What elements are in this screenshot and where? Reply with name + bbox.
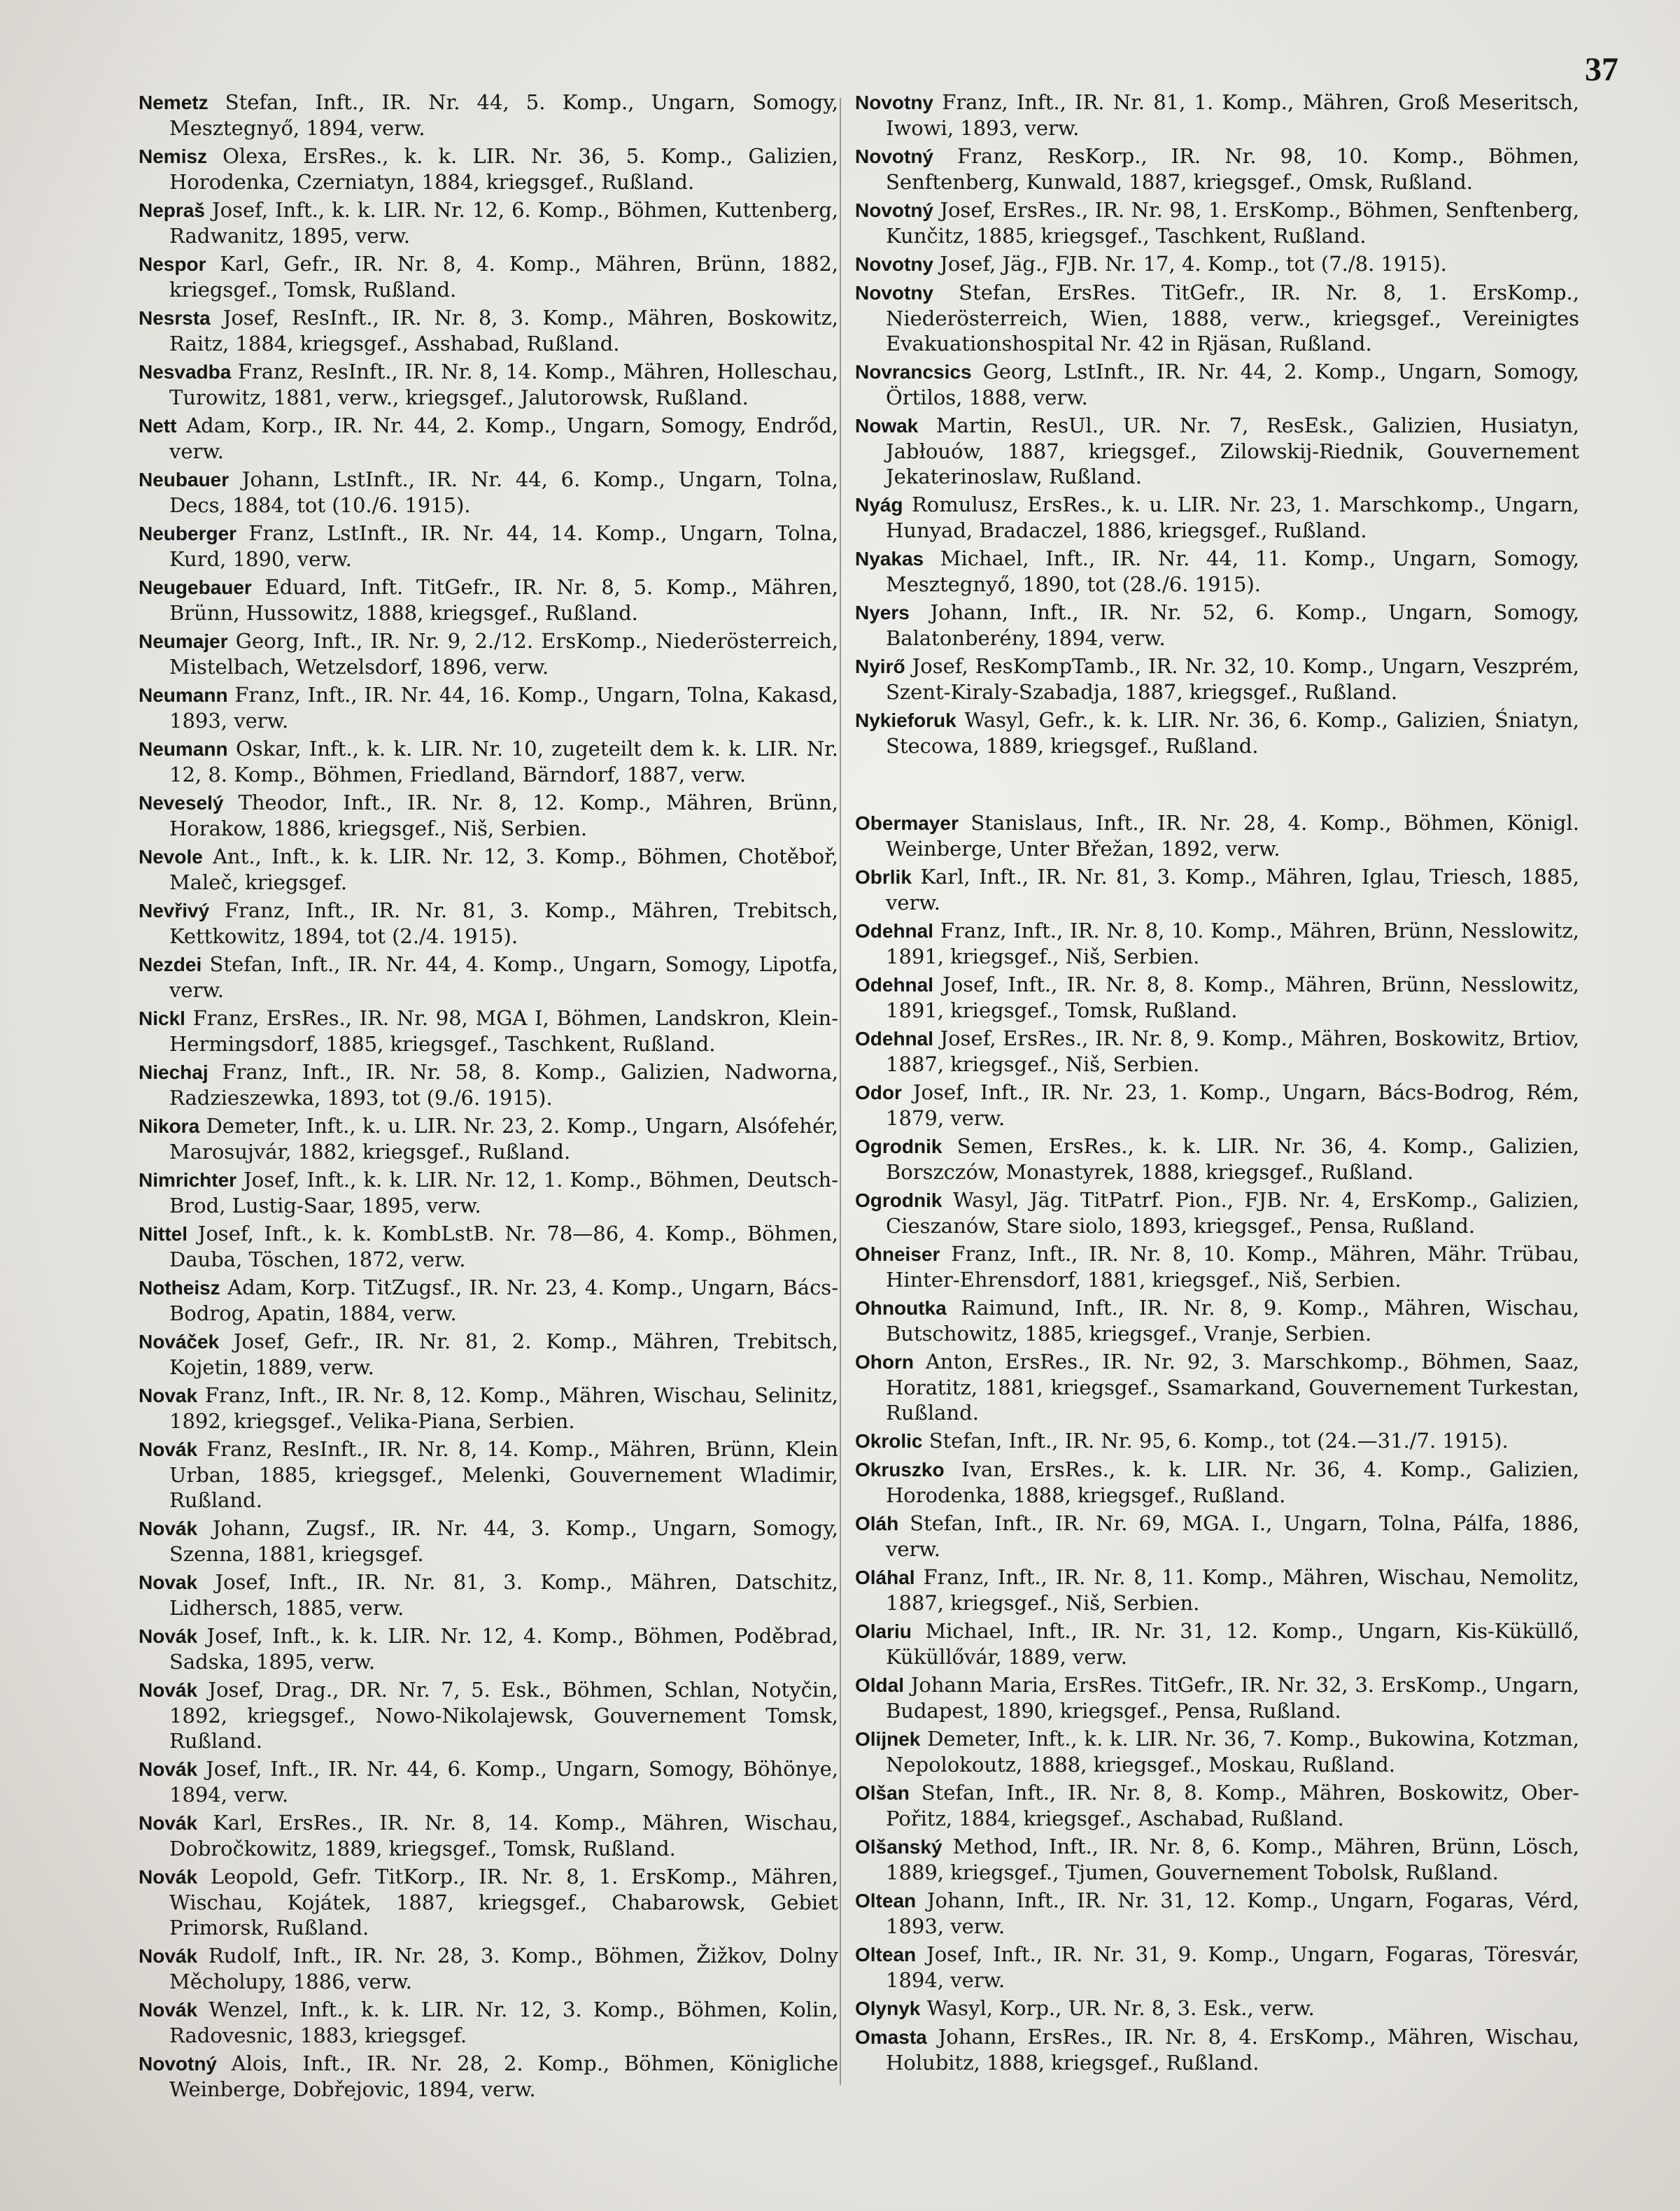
entry-surname: Neveselý — [139, 792, 224, 814]
list-entry — [855, 492, 1579, 543]
list-entry — [855, 707, 1579, 758]
list-entry — [855, 359, 1579, 410]
list-entry — [855, 972, 1579, 1023]
entry-surname: Neumajer — [139, 630, 228, 652]
list-entry — [855, 1133, 1579, 1185]
list-entry — [139, 628, 838, 679]
list-entry — [139, 1167, 838, 1218]
left-column — [139, 90, 838, 2105]
list-entry — [139, 574, 838, 626]
entry-details: Karl, Inft., IR. Nr. 81, 3. Komp., Mähren, Iglau, Triesch, 1885, verw. — [886, 865, 1579, 914]
list-entry — [855, 1672, 1579, 1723]
entry-surname: Nespor — [139, 253, 206, 275]
entry-surname: Novák — [139, 1625, 198, 1647]
entry-details: Wasyl, Korp., UR. Nr. 8, 3. Esk., verw. — [920, 1996, 1315, 2020]
entry-details: Romulusz, ErsRes., k. u. LIR. Nr. 23, 1. Marschkomp., Ungarn, Hunyad, Bradaczel, 1886, kriegsgef., Rußland. — [886, 493, 1579, 542]
list-entry — [855, 1026, 1579, 1077]
list-entry — [139, 1329, 838, 1380]
entry-details: Theodor, Inft., IR. Nr. 8, 12. Komp., Mähren, Brünn, Horakow, 1886, kriegsgef., Niš, Serbien. — [169, 791, 838, 840]
entry-details: Rudolf, Inft., IR. Nr. 28, 3. Komp., Böhmen, Žižkov, Dolny Měcholupy, 1886, verw. — [169, 1944, 838, 1993]
list-entry — [139, 1221, 838, 1272]
list-entry — [139, 1943, 838, 1994]
list-entry — [855, 654, 1579, 705]
entry-surname: Olijnek — [855, 1728, 921, 1750]
entry-details: Eduard, Inft. TitGefr., IR. Nr. 8, 5. Komp., Mähren, Brünn, Hussowitz, 1888, kriegsgef., Rußland. — [169, 575, 838, 625]
entry-surname: Nimrichter — [139, 1169, 237, 1191]
list-entry — [855, 1834, 1579, 1885]
list-entry — [855, 2024, 1579, 2075]
entry-details: Georg, Inft., IR. Nr. 9, 2./12. ErsKomp., Niederösterreich, Mistelbach, Wetzelsdorf, 1896, verw. — [169, 629, 838, 679]
entry-details: Josef, ErsRes., IR. Nr. 8, 9. Komp., Mähren, Boskowitz, Brtiov, 1887, kriegsgef., Niš, Serbien. — [886, 1026, 1579, 1076]
entry-details: Michael, Inft., IR. Nr. 44, 11. Komp., Ungarn, Somogy, Mesztegnyő, 1890, tot (28./6. 1915). — [886, 546, 1579, 596]
entry-surname: Nevřivý — [139, 900, 210, 921]
entry-surname: Nemetz — [139, 92, 209, 113]
entry-details: Josef, Inft., k. k. LIR. Nr. 12, 6. Komp., Böhmen, Kuttenberg, Radwanitz, 1895, verw. — [169, 198, 838, 248]
entry-surname: Odor — [855, 1082, 902, 1103]
list-entry — [139, 521, 838, 572]
entry-details: Karl, ErsRes., IR. Nr. 8, 14. Komp., Mähren, Wischau, Dobročkowitz, 1889, kriegsgef., Tomsk, Rußland. — [169, 1811, 838, 1860]
entry-surname: Olariu — [855, 1620, 912, 1642]
entry-surname: Nykieforuk — [855, 709, 957, 731]
entry-surname: Nowak — [855, 415, 919, 437]
list-entry — [139, 736, 838, 787]
entry-details: Anton, ErsRes., IR. Nr. 92, 3. Marschkomp., Böhmen, Saaz, Horatitz, 1881, kriegsgef., Ssamarkand, Gouvernement Turkestan, Rußland. — [886, 1350, 1579, 1425]
entry-details: Franz, Inft., IR. Nr. 8, 12. Komp., Mähren, Wischau, Selinitz, 1892, kriegsgef., Velika-Piana, Serbien. — [169, 1383, 838, 1433]
entry-details: Stefan, Inft., IR. Nr. 44, 5. Komp., Ungarn, Somogy, Mesztegnyő, 1894, verw. — [169, 90, 838, 140]
entry-details: Franz, Inft., IR. Nr. 8, 11. Komp., Mähren, Wischau, Nemolitz, 1887, kriegsgef., Niš, Serbien. — [886, 1565, 1579, 1615]
page-number: 37 — [1585, 51, 1618, 88]
entry-details: Stefan, Inft., IR. Nr. 8, 8. Komp., Mähren, Boskowitz, Ober-Pořitz, 1884, kriegsgef., Aschabad, Rußland. — [886, 1781, 1579, 1830]
entry-surname: Okrolic — [855, 1430, 923, 1452]
list-entry — [139, 1383, 838, 1434]
entry-surname: Obrlik — [855, 866, 912, 888]
entry-surname: Olšanský — [855, 1836, 943, 1858]
entry-details: Johann, Inft., IR. Nr. 31, 12. Komp., Ungarn, Fogaras, Vérd, 1893, verw. — [886, 1888, 1579, 1938]
entry-surname: Odehnal — [855, 920, 934, 942]
entry-surname: Nesvadba — [139, 361, 232, 383]
list-entry — [855, 280, 1579, 356]
list-entry — [855, 1942, 1579, 1993]
list-entry — [855, 90, 1579, 141]
list-entry — [855, 1428, 1579, 1454]
list-entry — [855, 143, 1579, 195]
list-entry — [855, 1457, 1579, 1508]
list-entry — [139, 1516, 838, 1567]
list-entry — [139, 413, 838, 464]
list-entry — [139, 1569, 838, 1620]
list-entry — [139, 1436, 838, 1513]
entry-surname: Nevole — [139, 846, 203, 868]
entry-details: Adam, Korp. TitZugsf., IR. Nr. 23, 4. Komp., Ungarn, Bács-Bodrog, Apatin, 1884, verw. — [169, 1276, 838, 1325]
entry-details: Johann, LstInft., IR. Nr. 44, 6. Komp., Ungarn, Tolna, Decs, 1884, tot (10./6. 1915). — [169, 467, 838, 517]
entry-details: Josef, Jäg., FJB. Nr. 17, 4. Komp., tot (7./8. 1915). — [933, 252, 1447, 276]
entry-details: Method, Inft., IR. Nr. 8, 6. Komp., Mähren, Brünn, Lösch, 1889, kriegsgef., Tjumen, Gouvernement Tobolsk, Rußland. — [886, 1835, 1579, 1884]
entry-details: Josef, ResInft., IR. Nr. 8, 3. Komp., Mähren, Boskowitz, Raitz, 1884, kriegsgef., Asshabad, Rußland. — [169, 306, 838, 355]
entry-details: Demeter, Inft., k. u. LIR. Nr. 23, 2. Komp., Ungarn, Alsófehér, Marosujvár, 1882, kriegsgef., Rußland. — [169, 1114, 838, 1164]
list-entry — [855, 1780, 1579, 1831]
entry-details: Oskar, Inft., k. k. LIR. Nr. 10, zugeteilt dem k. k. LIR. Nr. 12, 8. Komp., Böhmen, Friedland, Bärndorf, 1887, verw. — [169, 737, 838, 786]
list-entry — [139, 898, 838, 949]
list-entry — [139, 305, 838, 356]
list-entry — [855, 600, 1579, 651]
entry-details: Johann, ErsRes., IR. Nr. 8, 4. ErsKomp., Mähren, Wischau, Holubitz, 1888, kriegsgef., Rußland. — [886, 2025, 1579, 2075]
entry-details: Franz, ResKorp., IR. Nr. 98, 10. Komp., Böhmen, Senftenberg, Kunwald, 1887, kriegsgef., Omsk, Rußland. — [886, 144, 1579, 194]
entry-details: Johann Maria, ErsRes. TitGefr., IR. Nr. 32, 3. ErsKomp., Ungarn, Budapest, 1890, kriegsgef., Pensa, Rußland. — [886, 1673, 1579, 1723]
list-entry — [855, 1564, 1579, 1616]
entry-surname: Novák — [139, 1518, 198, 1539]
list-entry — [855, 1187, 1579, 1238]
entry-details: Karl, Gefr., IR. Nr. 8, 4. Komp., Mähren, Brünn, 1882, kriegsgef., Tomsk, Rußland. — [169, 252, 838, 302]
entry-details: Josef, ResKompTamb., IR. Nr. 32, 10. Komp., Ungarn, Veszprém, Szent-Kiraly-Szabadja, 1887, kriegsgef., Rußland. — [886, 654, 1579, 704]
entry-surname: Oláhal — [855, 1567, 915, 1588]
entry-surname: Novák — [139, 1679, 198, 1701]
list-entry — [855, 546, 1579, 597]
list-entry — [855, 918, 1579, 969]
entry-surname: Ogrodnik — [855, 1136, 943, 1157]
list-entry — [855, 1080, 1579, 1131]
entry-surname: Odehnal — [855, 1028, 934, 1050]
list-entry — [139, 251, 838, 302]
entry-details: Franz, ResInft., IR. Nr. 8, 14. Komp., Mähren, Holleschau, Turowitz, 1881, verw., kriegsgef., Jalutorowsk, Rußland. — [169, 360, 838, 409]
entry-details: Stefan, Inft., IR. Nr. 95, 6. Komp., tot (24.—31./7. 1915). — [922, 1429, 1509, 1453]
entry-details: Johann, Zugsf., IR. Nr. 44, 3. Komp., Ungarn, Somogy, Szenna, 1881, kriegsgef. — [169, 1516, 838, 1566]
list-entry — [139, 952, 838, 1003]
column-divider — [840, 98, 841, 2085]
entry-details: Franz, Inft., IR. Nr. 81, 3. Komp., Mähren, Trebitsch, Kettkowitz, 1894, tot (2./4. 1915). — [169, 898, 838, 948]
entry-details: Stanislaus, Inft., IR. Nr. 28, 4. Komp., Böhmen, Königl. Weinberge, Unter Břežan, 1892, verw. — [886, 811, 1579, 861]
list-entry — [139, 2051, 838, 2102]
list-entry — [139, 1756, 838, 1807]
entry-details: Josef, Inft., IR. Nr. 8, 8. Komp., Mähren, Brünn, Nesslowitz, 1891, kriegsgef., Tomsk, Rußland. — [886, 973, 1579, 1022]
entry-surname: Neumann — [139, 684, 228, 706]
entry-surname: Ohorn — [855, 1351, 914, 1373]
entry-details: Georg, LstInft., IR. Nr. 44, 2. Komp., Ungarn, Somogy, Örtilos, 1888, verw. — [886, 360, 1579, 409]
entry-details: Josef, Inft., IR. Nr. 23, 1. Komp., Ungarn, Bács-Bodrog, Rém, 1879, verw. — [886, 1080, 1579, 1130]
list-entry — [855, 1241, 1579, 1292]
list-entry — [139, 1275, 838, 1326]
entry-details: Wasyl, Jäg. TitPatrf. Pion., FJB. Nr. 4, ErsKomp., Galizien, Cieszanów, Stare siolo, 1893, kriegsgef., Pensa, Rußland. — [886, 1188, 1579, 1238]
entry-surname: Oldal — [855, 1674, 905, 1696]
entry-details: Franz, Inft., IR. Nr. 81, 1. Komp., Mähren, Groß Meseritsch, Iwowi, 1893, verw. — [886, 90, 1579, 140]
entry-surname: Neugebauer — [139, 577, 252, 598]
entry-details: Michael, Inft., IR. Nr. 31, 12. Komp., Ungarn, Kis-Küküllő, Küküllővár, 1889, verw. — [886, 1619, 1579, 1669]
entry-surname: Nikora — [139, 1115, 200, 1137]
entry-surname: Nyág — [855, 494, 903, 516]
entry-details: Semen, ErsRes., k. k. LIR. Nr. 36, 4. Komp., Galizien, Borszczów, Monastyrek, 1888, kriegsgef., Rußland. — [886, 1134, 1579, 1184]
entry-surname: Nickl — [139, 1008, 185, 1029]
list-entry — [139, 1997, 838, 2048]
right-column — [855, 90, 1579, 2078]
entry-surname: Odehnal — [855, 974, 934, 996]
entry-details: Ivan, ErsRes., k. k. LIR. Nr. 36, 4. Komp., Galizien, Horodenka, 1888, kriegsgef., Rußland. — [886, 1457, 1579, 1507]
entry-surname: Novotny — [855, 253, 933, 275]
entry-details: Olexa, ErsRes., k. k. LIR. Nr. 36, 5. Komp., Galizien, Horodenka, Czerniatyn, 1884, kriegsgef., Rußland. — [169, 144, 838, 194]
list-entry — [855, 1726, 1579, 1777]
entry-details: Josef, Drag., DR. Nr. 7, 5. Esk., Böhmen, Schlan, Notyčin, 1892, kriegsgef., Nowo-Nikolajewsk, Gouvernement Tomsk, Rußland. — [169, 1678, 838, 1753]
entry-surname: Okruszko — [855, 1459, 945, 1481]
list-entry — [855, 413, 1579, 489]
list-entry — [855, 1618, 1579, 1669]
entry-surname: Novotný — [139, 2053, 217, 2075]
entry-surname: Novak — [139, 1571, 198, 1593]
entry-surname: Novotný — [855, 146, 933, 167]
list-entry — [139, 467, 838, 518]
entry-surname: Novák — [139, 1812, 198, 1834]
entry-surname: Nittel — [139, 1223, 188, 1245]
entry-surname: Neuberger — [139, 523, 237, 544]
list-entry — [139, 1059, 838, 1110]
entry-surname: Nepraš — [139, 199, 205, 221]
entry-surname: Obermayer — [855, 812, 959, 834]
entry-surname: Oláh — [855, 1513, 899, 1534]
entry-surname: Novrancsics — [855, 361, 972, 383]
entry-surname: Olšan — [855, 1782, 910, 1804]
entry-surname: Novotný — [855, 199, 933, 221]
list-entry — [139, 143, 838, 195]
entry-details: Josef, Inft., IR. Nr. 81, 3. Komp., Mähren, Datschitz, Lidhersch, 1885, verw. — [169, 1570, 838, 1620]
entry-surname: Nemisz — [139, 146, 208, 167]
section-gap — [855, 761, 1579, 810]
list-entry — [139, 1623, 838, 1674]
entry-surname: Nett — [139, 415, 177, 437]
entry-details: Wasyl, Gefr., k. k. LIR. Nr. 36, 6. Komp., Galizien, Śniatyn, Stecowa, 1889, kriegsgef., Rußland. — [886, 708, 1579, 758]
list-entry — [855, 1349, 1579, 1425]
entry-surname: Ohnoutka — [855, 1297, 947, 1319]
entry-surname: Novotny — [855, 282, 933, 304]
entry-details: Ant., Inft., k. k. LIR. Nr. 12, 3. Komp., Böhmen, Chotěboř, Maleč, kriegsgef. — [169, 845, 838, 894]
entry-details: Franz, Inft., IR. Nr. 44, 16. Komp., Ungarn, Tolna, Kakasd, 1893, verw. — [169, 683, 838, 733]
entry-details: Josef, Inft., k. k. LIR. Nr. 12, 4. Komp., Böhmen, Poděbrad, Sadska, 1895, verw. — [169, 1624, 838, 1674]
list-entry — [139, 359, 838, 410]
list-entry — [855, 251, 1579, 277]
list-entry — [139, 1677, 838, 1753]
entry-details: Stefan, Inft., IR. Nr. 44, 4. Komp., Ungarn, Somogy, Lipotfa, verw. — [169, 952, 838, 1002]
entry-details: Martin, ResUl., UR. Nr. 7, ResEsk., Galizien, Husiatyn, Jabłouów, 1887, kriegsgef., Zilowskij-Riednik, Gouvernement Jekaterinoslaw, Rußland. — [886, 414, 1579, 488]
entry-surname: Nyakas — [855, 548, 924, 570]
list-entry — [139, 1864, 838, 1940]
entry-details: Raimund, Inft., IR. Nr. 8, 9. Komp., Mähren, Wischau, Butschowitz, 1885, kriegsgef., Vranje, Serbien. — [886, 1296, 1579, 1345]
entry-details: Josef, ErsRes., IR. Nr. 98, 1. ErsKomp., Böhmen, Senftenberg, Kunčitz, 1885, kriegsgef., Taschkent, Rußland. — [886, 198, 1579, 248]
list-entry — [139, 197, 838, 248]
entry-surname: Oltean — [855, 1944, 917, 1965]
entry-surname: Novak — [139, 1385, 198, 1406]
entry-surname: Oltean — [855, 1890, 917, 1912]
list-entry — [855, 810, 1579, 861]
entry-surname: Novák — [139, 1999, 198, 2021]
entry-surname: Ohneiser — [855, 1243, 940, 1265]
entry-details: Leopold, Gefr. TitKorp., IR. Nr. 8, 1. ErsKomp., Mähren, Wischau, Kojátek, 1887, kriegsgef., Chabarowsk, Gebiet Primorsk, Rußland. — [169, 1865, 838, 1940]
entry-details: Franz, Inft., IR. Nr. 58, 8. Komp., Galizien, Nadworna, Radzieszewka, 1893, tot (9./6. 1915). — [169, 1060, 838, 1110]
list-entry — [139, 90, 838, 141]
entry-details: Josef, Inft., k. k. LIR. Nr. 12, 1. Komp., Böhmen, Deutsch-Brod, Lustig-Saar, 1895, verw. — [169, 1168, 838, 1217]
entry-details: Franz, Inft., IR. Nr. 8, 10. Komp., Mähren, Mähr. Trübau, Hinter-Ehrensdorf, 1881, kriegsgef., Niš, Serbien. — [886, 1242, 1579, 1292]
list-entry — [139, 682, 838, 733]
list-entry — [855, 1995, 1579, 2021]
entry-details: Franz, Inft., IR. Nr. 8, 10. Komp., Mähren, Brünn, Nesslowitz, 1891, kriegsgef., Niš, Serbien. — [886, 919, 1579, 968]
list-entry — [855, 197, 1579, 248]
entry-details: Franz, ErsRes., IR. Nr. 98, MGA I, Böhmen, Landskron, Klein-Hermingsdorf, 1885, kriegsgef., Taschkent, Rußland. — [169, 1006, 838, 1056]
entry-surname: Nezdei — [139, 954, 202, 975]
list-entry — [139, 1113, 838, 1164]
entry-surname: Niechaj — [139, 1061, 209, 1083]
entry-surname: Novák — [139, 1758, 198, 1780]
entry-surname: Novák — [139, 1945, 198, 1967]
entry-details: Josef, Inft., IR. Nr. 44, 6. Komp., Ungarn, Somogy, Böhönye, 1894, verw. — [169, 1757, 838, 1807]
list-entry — [139, 844, 838, 895]
list-entry — [139, 1005, 838, 1057]
entry-surname: Ogrodnik — [855, 1189, 943, 1211]
entry-details: Demeter, Inft., k. k. LIR. Nr. 36, 7. Komp., Bukowina, Kotzman, Nepolokoutz, 1888, kriegsgef., Moskau, Rußland. — [886, 1727, 1579, 1776]
list-entry — [855, 864, 1579, 915]
entry-surname: Novák — [139, 1439, 198, 1460]
list-entry — [855, 1888, 1579, 1939]
entry-details: Wenzel, Inft., k. k. LIR. Nr. 12, 3. Komp., Böhmen, Kolin, Radovesnic, 1883, kriegsgef. — [169, 1998, 838, 2047]
list-entry — [855, 1295, 1579, 1346]
entry-surname: Nyers — [855, 602, 910, 623]
entry-surname: Nováček — [139, 1331, 220, 1352]
entry-surname: Omasta — [855, 2026, 927, 2048]
entry-surname: Nyirő — [855, 656, 905, 677]
entry-surname: Nesrsta — [139, 307, 211, 329]
entry-details: Josef, Gefr., IR. Nr. 81, 2. Komp., Mähren, Trebitsch, Kojetin, 1889, verw. — [169, 1329, 838, 1379]
entry-details: Stefan, Inft., IR. Nr. 69, MGA. I., Ungarn, Tolna, Pálfa, 1886, verw. — [886, 1511, 1579, 1561]
entry-surname: Neumann — [139, 738, 228, 760]
entry-surname: Notheisz — [139, 1277, 220, 1299]
list-entry — [139, 1810, 838, 1861]
list-entry — [855, 1511, 1579, 1562]
entry-surname: Novotny — [855, 92, 933, 113]
entry-details: Johann, Inft., IR. Nr. 52, 6. Komp., Ungarn, Somogy, Balatonberény, 1894, verw. — [886, 600, 1579, 650]
entry-details: Alois, Inft., IR. Nr. 28, 2. Komp., Böhmen, Königliche Weinberge, Dobřejovic, 1894, verw. — [169, 2051, 838, 2101]
entry-surname: Novák — [139, 1866, 198, 1888]
entry-details: Adam, Korp., IR. Nr. 44, 2. Komp., Ungarn, Somogy, Endrőd, verw. — [169, 414, 838, 463]
entry-surname: Olynyk — [855, 1998, 921, 2019]
entry-details: Josef, Inft., IR. Nr. 31, 9. Komp., Ungarn, Fogaras, Töresvár, 1894, verw. — [886, 1942, 1579, 1992]
entry-details: Stefan, ErsRes. TitGefr., IR. Nr. 8, 1. ErsKomp., Niederösterreich, Wien, 1888, verw., kriegsgef., Vereinigtes Evakuationshospital Nr. 42 in Rjäsan, Rußland. — [886, 281, 1579, 355]
entry-details: Franz, ResInft., IR. Nr. 8, 14. Komp., Mähren, Brünn, Klein Urban, 1885, kriegsgef., Melenki, Gouvernement Wladimir, Rußland. — [169, 1437, 838, 1512]
entry-surname: Neubauer — [139, 469, 230, 490]
entry-details: Josef, Inft., k. k. KombLstB. Nr. 78—86, 4. Komp., Böhmen, Dauba, Töschen, 1872, verw. — [169, 1222, 838, 1271]
entry-details: Franz, LstInft., IR. Nr. 44, 14. Komp., Ungarn, Tolna, Kurd, 1890, verw. — [169, 521, 838, 571]
list-entry — [139, 790, 838, 841]
